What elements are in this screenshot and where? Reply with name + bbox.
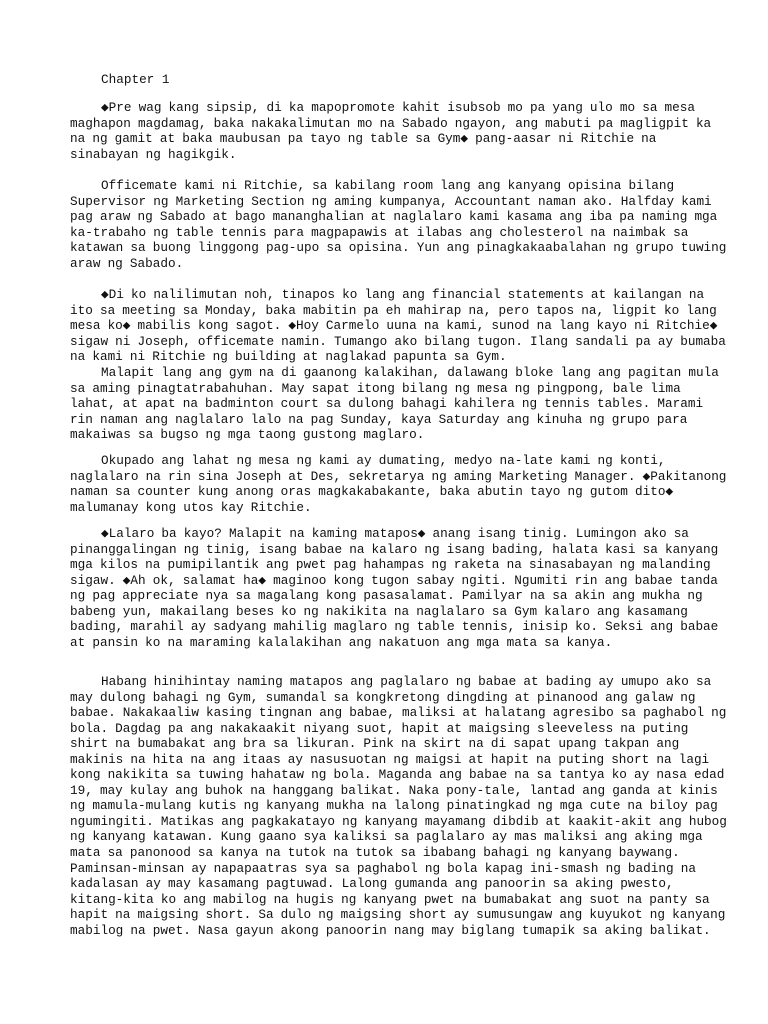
paragraph-3 bbox=[70, 287, 730, 365]
chapter-title: Chapter 1 bbox=[101, 72, 170, 87]
paragraph-7-text: Habang hinihintay naming matapos ang paglalaro ng babae at bading ay umupo ako sa may dulong bahagi ng Gym, sumandal sa kongkretong dingding at pinanood ang galaw ng babae. Nakakaaliw kasing tingnan ang babae, maliksi at halatang agresibo sa paghabol ng bola. Dagdag pa ang nakakaakit niyang suot, hapit at maigsing sleeveless na puting shirt na bumabakat ang bra sa likuran. Pink na skirt na di sapat upang takpan ang makinis na hita na ang itaas ay nasusuotan ng maigsi at hapit na puting short na lagi kong nakikita sa tuwing hahataw ng bola. Maganda ang babae na sa tantya ko ay nasa edad 19, may kulay ang buhok na hanggang balikat. Naka pony-tale, lantad ang ganda at kinis ng mamula-mulang kutis ng kanyang mukha na lalong pinatingkad ng mga cute na biloy pag ngumingiti. Matikas ang pagkakatayo ng kanyang mayamang dibdib at kaakit-akit ang hubog ng kanyang katawan. Kung gaano sya kaliksi sa paglalaro ay mas maliksi ang aking mga mata sa panonood sa kanya na tutok na tutok sa ibabang bahagi ng kanyang baywang. Paminsan-minsan ay napapaatras sya sa paghabol ng bola kapag ini-smash ng bading na kadalasan ay may kasamang pagtuwad. Lalong gumanda ang panoorin sa aking pwesto, kitang-kita ko ang mabilog na hugis ng kanyang pwet na bumabakat ang suot na panty sa hapit na maigsing short. Sa dulo ng maigsing short ay sumusungaw ang kuyukot ng kanyang mabilog na pwet. Nasa gayun akong panoorin nang may biglang tumapik sa aking balikat. bbox=[70, 674, 727, 938]
paragraph-6-text: ◆Lalaro ba kayo? Malapit na kaming matapos◆ anang isang tinig. Lumingon ako sa pinanggalingan ng tinig, isang babae na kalaro ng isang bading, halata kasi sa kanyang mga kilos na pumipilantik ang pwet pag hahampas ng raketa na sinasabayan ng malanding sigaw. ◆Ah ok, salamat ha◆ maginoo kong tugon sabay ngiti. Ngumiti rin ang babae tanda ng pag appreciate nya sa magalang kong pasasalamat. Pamilyar na sa akin ang mukha ng babeng yun, makailang beses ko ng nakikita na naglalaro sa Gym kalaro ang kasamang bading, marahil ay sadyang mahilig maglaro ng table tennis, inisip ko. Seksi ang babae at pansin ko na maraming kalalakihan ang nakatuon ang mga mata sa kanya. bbox=[70, 526, 719, 650]
paragraph-5-text: Okupado ang lahat ng mesa ng kami ay dumating, medyo na-late kami ng konti, naglalaro na rin sina Joseph at Des, sekretarya ng aming Marketing Manager. ◆Pakitanong naman sa counter kung anong oras magkakabakante, baka abutin tayo ng gutom dito◆ malumanay kong utos kay Ritchie. bbox=[70, 453, 727, 515]
paragraph-6 bbox=[70, 526, 730, 650]
paragraph-1-text: ◆Pre wag kang sipsip, di ka mapopromote kahit isubsob mo pa yang ulo mo sa mesa maghapon magdamag, baka nakakalimutan mo na Sabado ngayon, ang mabuti pa magligpit ka na ng gamit at baka maubusan pa tayo ng table sa Gym◆ pang-aasar ni Ritchie na sinabayan ng hagikgik. bbox=[70, 100, 712, 162]
paragraph-5 bbox=[70, 453, 730, 515]
paragraph-2 bbox=[70, 178, 730, 271]
paragraph-7 bbox=[70, 674, 730, 938]
paragraph-4-text: Malapit lang ang gym na di gaanong kalakihan, dalawang bloke lang ang pagitan mula sa aming pinagtatrabahuhan. May sapat itong bilang ng mesa ng pingpong, bale lima lahat, at apat na badminton court sa dulong bahagi kahilera ng tennis tables. Marami rin naman ang naglalaro lalo na pag Sunday, kaya Saturday ang kinuha ng grupo para makaiwas sa bugso ng mga taong gustong maglaro. bbox=[70, 365, 719, 443]
paragraph-4 bbox=[70, 365, 730, 443]
paragraph-3-text: ◆Di ko nalilimutan noh, tinapos ko lang ang financial statements at kailangan na ito sa meeting sa Monday, baka mabitin pa eh mahirap na, pero tapos na, ligpit ko lang mesa ko◆ mabilis kong sagot. ◆Hoy Carmelo uuna na kami, sunod na lang kayo ni Ritchie◆ sigaw ni Joseph, officemate namin. Tumango ako bilang tugon. Ilang sandali pa ay bumaba na kami ni Ritchie ng building at naglakad papunta sa Gym. bbox=[70, 287, 726, 365]
paragraph-1 bbox=[70, 100, 730, 162]
paragraph-2-text: Officemate kami ni Ritchie, sa kabilang room lang ang kanyang opisina bilang Supervisor ng Marketing Section ng aming kumpanya, Accountant naman ako. Halfday kami pag araw ng Sabado at bago mananghalian at naglalaro kami kasama ang iba pa naming mga ka-trabaho ng table tennis para magpapawis at ilabas ang cholesterol na naimbak sa katawan sa buong linggong pag-upo sa opisina. Yun ang pinagkakaabalahan ng grupo tuwing araw ng Sabado. bbox=[70, 178, 727, 271]
